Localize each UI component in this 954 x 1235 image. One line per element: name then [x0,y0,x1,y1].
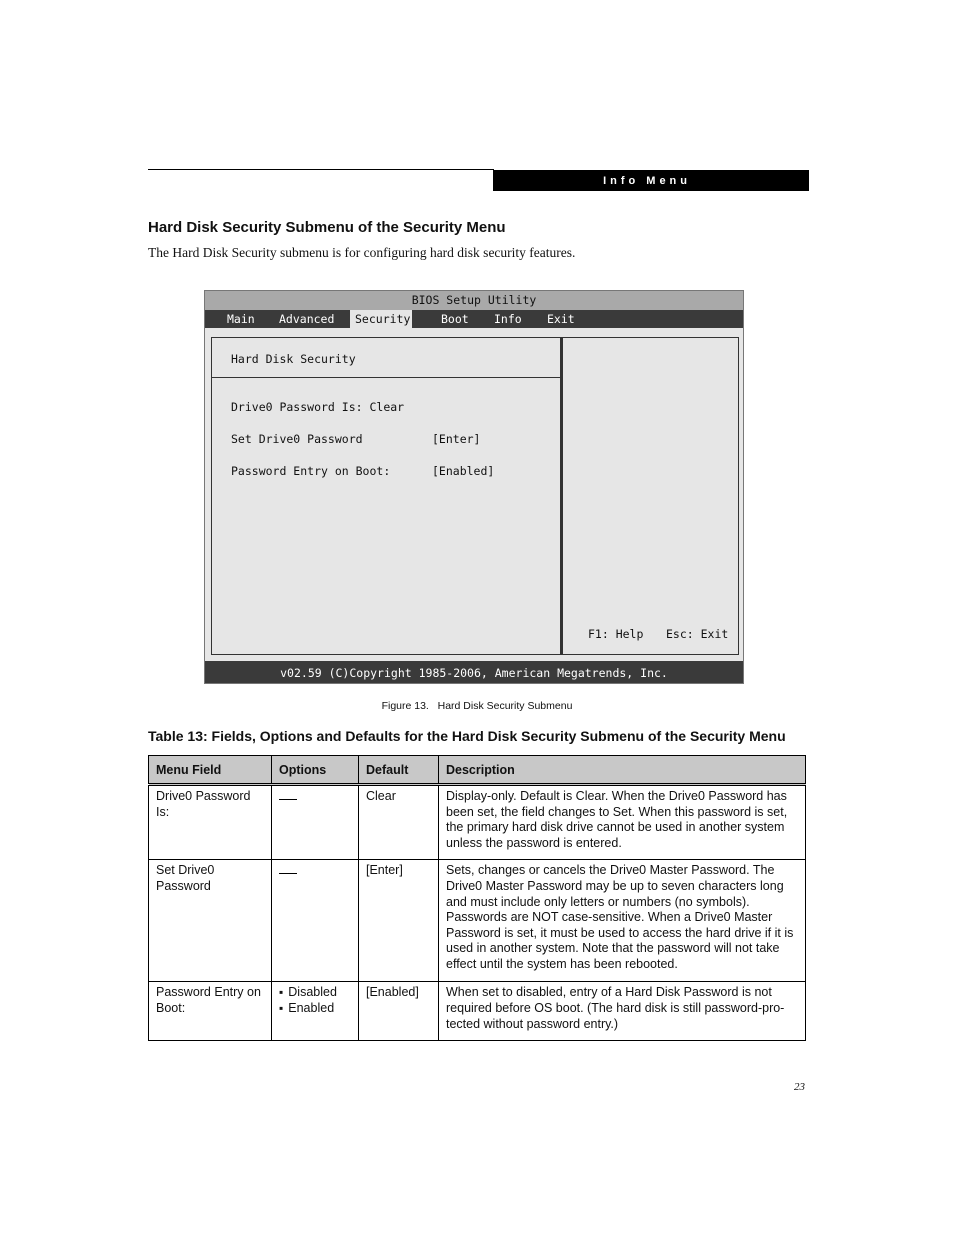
header-default: Default [359,756,439,785]
section-tab: Info Menu [493,170,809,191]
option-list [279,985,351,1016]
bios-menu-advanced[interactable]: Advanced [279,312,335,326]
bios-menu-info[interactable]: Info [494,312,522,326]
cell-default: Clear [359,785,439,860]
figure-caption: Figure 13. Hard Disk Security Submenu [381,700,573,712]
blank-option-line [279,791,297,800]
cell-field: Set Drive0 Password [149,860,272,982]
cell-options [272,982,359,1041]
bios-item-drive0-status: Drive0 Password Is: Clear [231,400,405,414]
bios-screenshot [204,290,744,684]
cell-description: When set to disabled, entry of a Hard Disk Password is not required before OS boot. (The hard disk is still password-pro- tected without password entry.) [439,982,806,1041]
table-header-row [149,756,806,785]
bios-main-panel [211,337,561,655]
table-title: Table 13: Fields, Options and Defaults for the Hard Disk Security Submenu of the Security Menu [148,728,786,744]
bios-menu-main[interactable]: Main [227,312,255,326]
options-table [148,755,806,1041]
bios-item-password-on-boot[interactable]: Password Entry on Boot: [231,464,391,478]
bios-help-panel [561,337,739,655]
table-row [149,785,806,860]
bios-copyright-footer: v02.59 (C)Copyright 1985-2006, American Megatrends, Inc. [205,661,743,683]
header-options: Options [272,756,359,785]
page-number: 23 [794,1081,805,1093]
cell-options [272,860,359,982]
bios-panel-title: Hard Disk Security [231,352,356,366]
table-row [149,982,806,1041]
header-rule [148,169,494,170]
section-title: Hard Disk Security Submenu of the Security Menu [148,219,506,236]
bios-item-set-password-value[interactable]: [Enter] [432,432,481,446]
option-enabled: ▪ Enabled [279,1001,351,1017]
option-disabled: ▪ Disabled [279,985,351,1001]
cell-field: Password Entry on Boot: [149,982,272,1041]
bios-panel-header [212,338,560,378]
cell-options [272,785,359,860]
section-intro: The Hard Disk Security submenu is for configuring hard disk security features. [148,245,576,260]
cell-default: [Enabled] [359,982,439,1041]
bios-menu-security[interactable]: Security [350,310,412,328]
cell-field: Drive0 Password Is: [149,785,272,860]
cell-description: Display-only. Default is Clear. When the Drive0 Password has been set, the field changes to Set. When this password is set, the primary hard disk drive cannot be used in another system unless the password is entered. [439,785,806,860]
bios-exit-hint: Esc: Exit [666,627,729,641]
header-description: Description [439,756,806,785]
bios-title: BIOS Setup Utility [205,291,743,310]
bios-item-password-on-boot-value[interactable]: [Enabled] [432,464,495,478]
cell-default: [Enter] [359,860,439,982]
cell-description: Sets, changes or cancels the Drive0 Master Password. The Drive0 Master Password may be up to seven characters long and must include only letters or numbers (no symbols). Passwords are NOT case-sensitive. When a Drive0 Master Password is set, it must be used to access the hard drive if it is used in another system. Note that the password will not take effect until the system has been rebooted. [439,860,806,982]
bios-help-hint: F1: Help [588,627,644,641]
bios-item-set-password[interactable]: Set Drive0 Password [231,432,363,446]
bios-menu-boot[interactable]: Boot [441,312,469,326]
blank-option-line [279,865,297,874]
header-menu-field: Menu Field [149,756,272,785]
bios-menubar [205,310,743,328]
table-row [149,860,806,982]
bios-menu-exit[interactable]: Exit [547,312,575,326]
